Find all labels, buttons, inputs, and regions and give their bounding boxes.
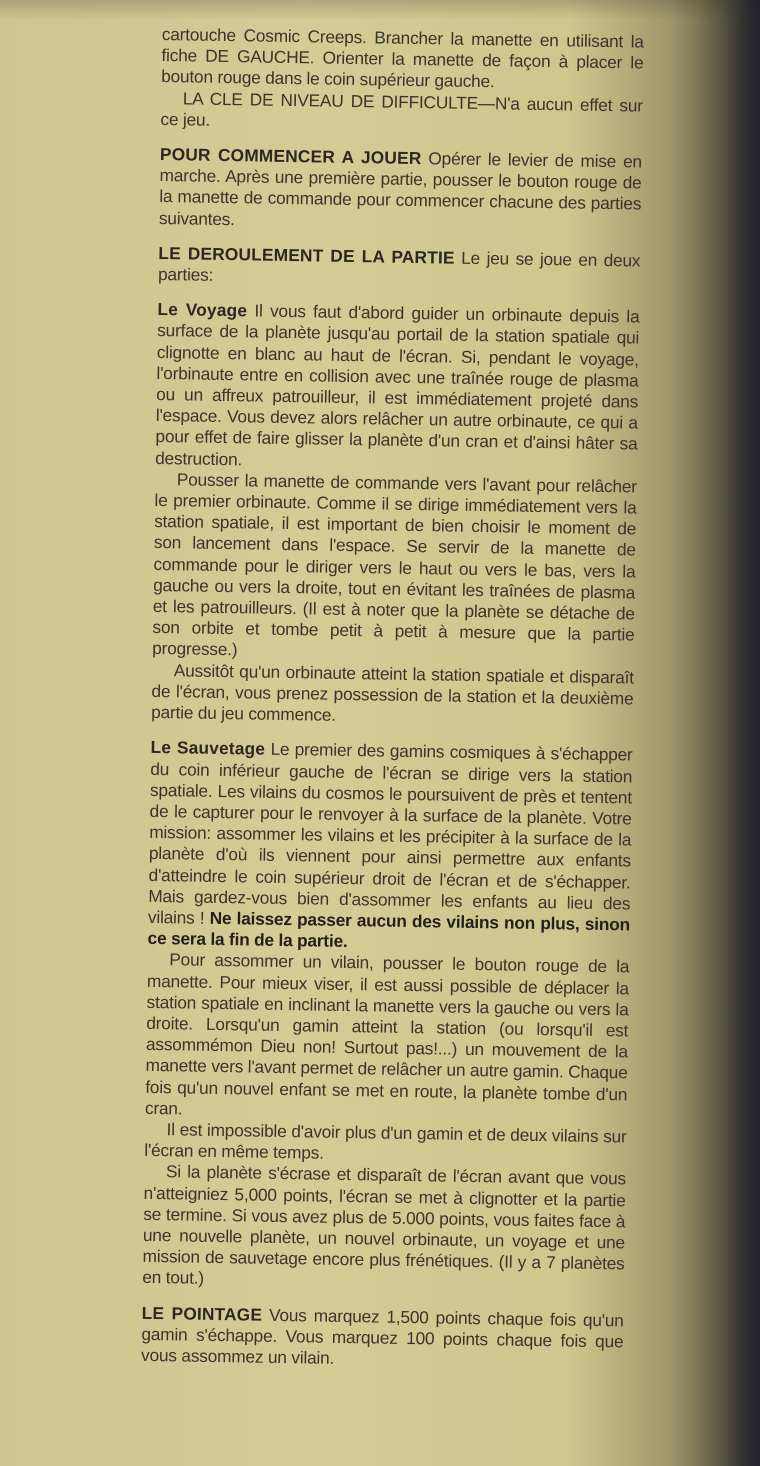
page-edge-shadow xyxy=(670,0,760,1466)
voyage-text: Il vous faut d'abord guider un orbinaute depuis la surface de la planète jusqu'au portail de la station spatiale qui clignotte en blanc au haut de l'écran. Si, pendant le voyage, l'orbinaute entre en collision avec une traînée rouge de plasma ou un affreux patrouilleur, il est immédiatement projeté dans l'espace. Vous devez alors relâcher un autre orbinaute, ce qui a pour effet de faire glisser la planète d'un cran et d'ainsi hâter sa destruction. xyxy=(155,300,640,469)
rescue-text: Le premier des gamins cosmiques à s'échapper du coin inférieur gauche de l'écran se dirige vers la station spatiale. Les vilains du cosmos le poursuivent de près et tentent de le capturer pour le renvoyer à la surface de la planète. Votre mission: assommer les vilains et les précipiter à la surface de la planète d'où ils viennent pour ainsi permettre aux enfants d'atteindre le coin supérieur droit de l'écran et de s'échapper. Mais gardez-vous bien d'assommer les enfants au lieu des vilains ! xyxy=(147,739,633,928)
scoring-section xyxy=(141,1302,624,1373)
rescue-heading: Le Sauvetage xyxy=(150,737,266,760)
voyage-section xyxy=(155,299,640,476)
page-top-shadow xyxy=(0,0,760,20)
voyage-paragraph-3: Aussitôt qu'un orbinaute atteint la station spatiale et disparaît de l'écran, vous prenez possession de la station et la deuxième partie du jeu commence. xyxy=(151,659,634,725)
gameplay-section xyxy=(158,243,641,293)
intro-paragraph: cartouche Cosmic Creeps. Brancher la manette en utilisant la fiche DE GAUCHE. Orienter la manette de façon à placer le bouton rouge dans le coin supérieur gauche. xyxy=(161,24,644,92)
rescue-paragraph-2: Pour assommer un vilain, pousser le bouton rouge de la manette. Pour mieux viser, il est aussi possible de déplacer la station spatiale en inclinant la manette vers la gauche ou vers la droite. Lorsqu'un gamin atteint la station (ou lorsqu'il est assommémon Dieu non! Surtout pas!...) un mouvement de la manette vers l'avant permet de relâcher un autre gamin. Chaque fois qu'un nouvel enfant se met en route, la planète tombe d'un cran. xyxy=(144,949,630,1119)
manual-text-column xyxy=(141,24,644,1388)
voyage-paragraph-2: Pousser la manette de commande vers l'avant pour relâcher le premier orbinaute. Comme il se dirige immédiatement vers la station spatiale, il est important de bien choisir le moment de son lancement dans l'espace. Se servir de la manette de commande pour le diriger vers le haut ou vers le bas, vers la gauche ou vers la droite, tout en évitant les traînées de plasma et les patrouilleurs. (Il est à noter que la planète se détache de son orbite et tombe petit à petit à mesure que la partie progresse.) xyxy=(152,469,637,660)
voyage-heading: Le Voyage xyxy=(157,299,248,321)
start-text: Opérer le levier de mise en marche. Après une première partie, pousser le bouton rouge de la manette de commande pour commencer chacune des parties suivantes. xyxy=(158,148,643,229)
start-heading: POUR COMMENCER A JOUER xyxy=(159,144,422,169)
gameplay-text: Le jeu se joue en deux parties: xyxy=(157,247,641,285)
scoring-text: Vous marquez 1,500 points chaque fois qu'un gamin s'échappe. Vous marquez 100 points chaque fois que vous assommez un vilain. xyxy=(140,1304,624,1368)
rescue-warning: Ne laissez passer aucun des vilains non plus, sinon ce sera la fin de la partie. xyxy=(147,907,631,952)
scoring-heading: LE POINTAGE xyxy=(141,1302,263,1325)
rescue-paragraph-3: Il est impossible d'avoir plus d'un gamin et de deux vilains sur l'écran en même temps. xyxy=(144,1119,627,1163)
rescue-section xyxy=(147,737,632,957)
start-section xyxy=(159,144,642,236)
gameplay-heading: LE DEROULEMENT DE LA PARTIE xyxy=(158,242,455,268)
rescue-paragraph-4: Si la planète s'écrase et disparaît de l'écran avant que vous n'atteigniez 5,000 points, l'écran se met à clignotter et la partie se termine. Si vous avez plus de 5.000 points, vous faites face à une nouvelle planète, un nouvel orbinaute, un voyage et une mission de sauvetage encore plus frénétiques. (Il y a 7 planètes en tout.) xyxy=(142,1161,627,1289)
difficulty-paragraph: LA CLE DE NIVEAU DE DIFFICULTE—N'a aucun effet sur ce jeu. xyxy=(160,87,643,130)
